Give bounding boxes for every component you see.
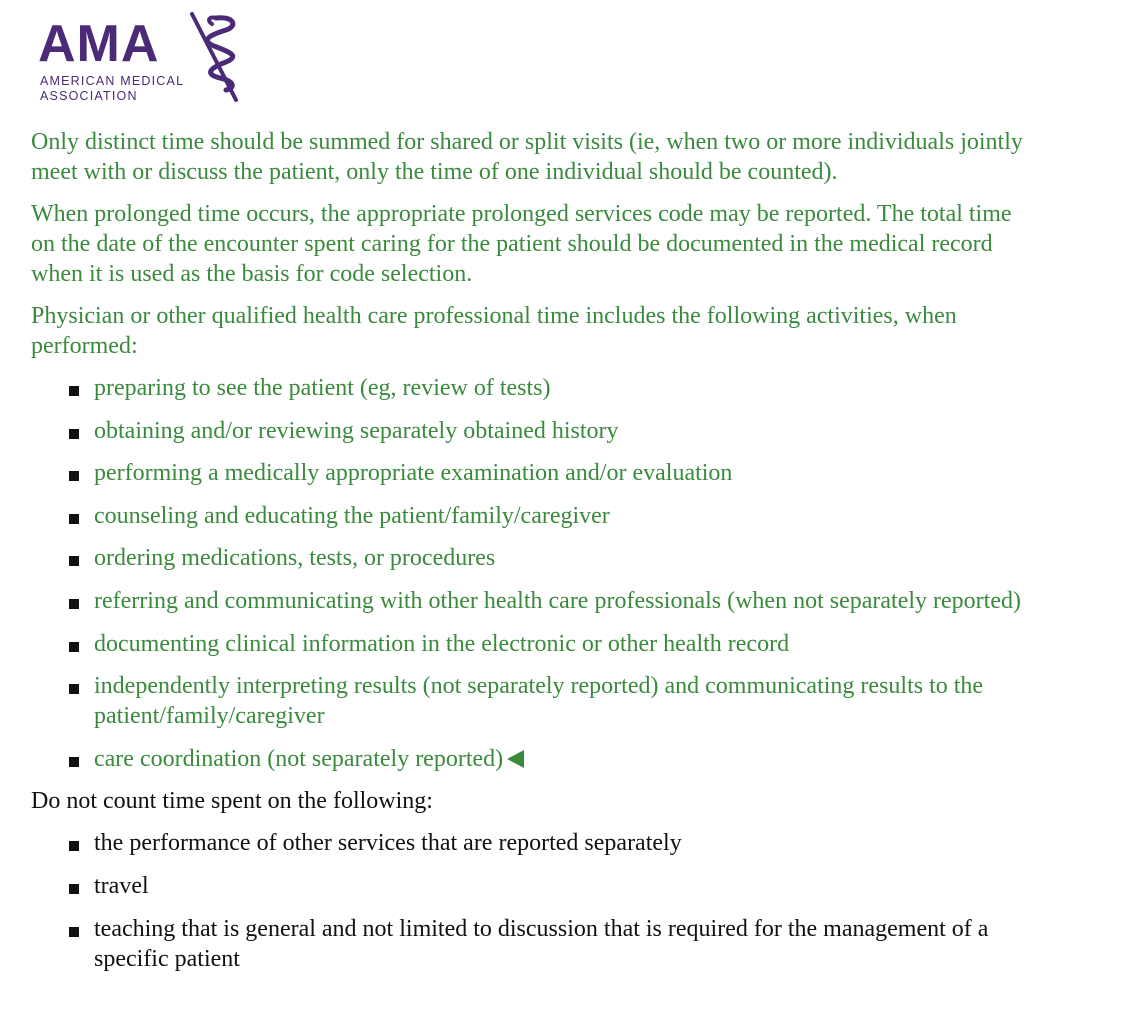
list-item-text: independently interpreting results (not separately reported) and communicating results to the patient/family/caregiver: [94, 673, 984, 730]
list-item: [31, 744, 1041, 774]
list-item: [31, 914, 1041, 974]
bullet-square-icon: [69, 514, 79, 524]
list-item-text: ordering medications, tests, or procedures: [94, 545, 496, 572]
ama-logo: [38, 10, 258, 105]
logo-subtitle-line2: ASSOCIATION: [40, 89, 138, 103]
list-item-text: care coordination (not separately reported): [94, 745, 504, 772]
bullet-square-icon: [69, 599, 79, 609]
bullet-square-icon: [69, 471, 79, 481]
list-item: [31, 586, 1041, 616]
list-item-text: the performance of other services that are reported separately: [94, 830, 682, 857]
excluded-activities-list: [31, 828, 1041, 973]
staff-of-aesculapius-icon: [186, 10, 248, 105]
list-item: [31, 416, 1041, 446]
list-item: [31, 543, 1041, 573]
bullet-square-icon: [69, 386, 79, 396]
paragraph-prolonged-time: When prolonged time occurs, the appropriate prolonged services code may be reported. The total time on the date of the encounter spent caring for the patient should be documented in the medical record when it is used as the basis for code selection.: [31, 201, 1012, 287]
bullet-square-icon: [69, 841, 79, 851]
list-item-text: preparing to see the patient (eg, review of tests): [94, 375, 551, 401]
list-item: [31, 501, 1041, 531]
list-item-text: teaching that is general and not limited to discussion that is required for the management of a specific patient: [94, 915, 989, 972]
document-body: [31, 127, 1041, 986]
revision-end-triangle-icon: [507, 750, 524, 768]
bullet-square-icon: [69, 556, 79, 566]
list-item: [31, 871, 1041, 901]
included-activities-list: [31, 373, 1041, 774]
list-item: [31, 629, 1041, 659]
paragraph-included-activities-intro: Physician or other qualified health care professional time includes the following activities, when performed:: [31, 303, 957, 359]
bullet-square-icon: [69, 884, 79, 894]
list-item-text: counseling and educating the patient/family/caregiver: [94, 502, 610, 529]
list-item: [31, 458, 1041, 488]
exclusions-heading: Do not count time spent on the following:: [31, 788, 433, 815]
bullet-square-icon: [69, 429, 79, 439]
list-item: [31, 828, 1041, 858]
list-item-text: documenting clinical information in the electronic or other health record: [94, 630, 790, 657]
logo-wordmark: AMA: [38, 15, 160, 73]
bullet-square-icon: [69, 642, 79, 652]
list-item-text: referring and communicating with other health care professionals (when not separately reported): [94, 587, 1021, 614]
list-item-text: travel: [94, 872, 149, 899]
bullet-square-icon: [69, 684, 79, 694]
list-item-text: performing a medically appropriate examination and/or evaluation: [94, 460, 733, 487]
logo-subtitle-line1: AMERICAN MEDICAL: [40, 74, 185, 88]
bullet-square-icon: [69, 757, 79, 767]
list-item-text: obtaining and/or reviewing separately obtained history: [94, 417, 619, 444]
paragraph-shared-split-visits: Only distinct time should be summed for shared or split visits (ie, when two or more individuals jointly meet with or discuss the patient, only the time of one individual should be counted).: [31, 129, 1023, 185]
list-item: [31, 373, 1041, 403]
bullet-square-icon: [69, 927, 79, 937]
list-item: [31, 671, 1041, 731]
